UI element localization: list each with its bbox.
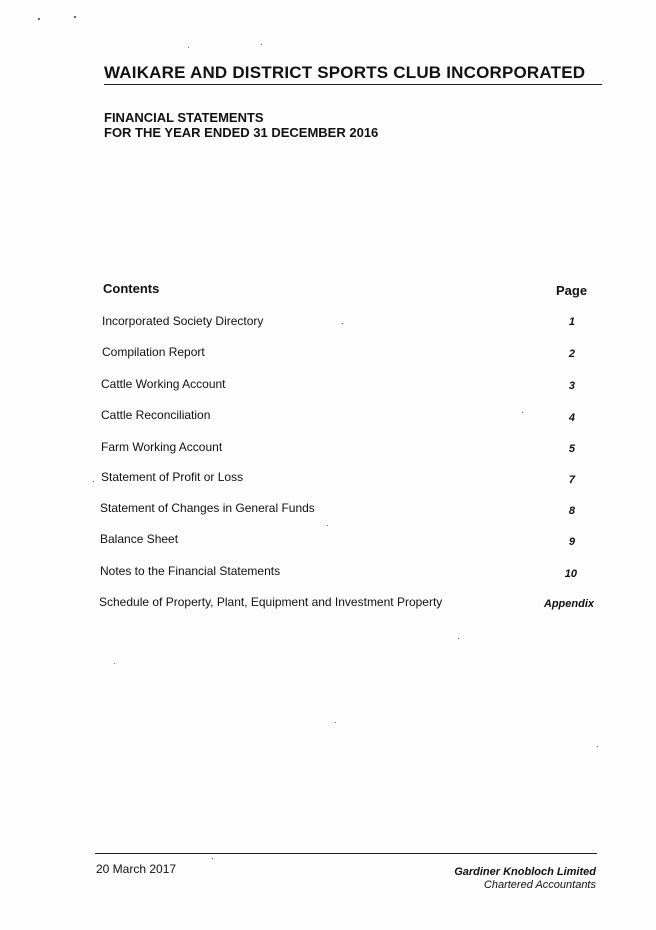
statement-title: FINANCIAL STATEMENTS	[104, 110, 264, 125]
scan-speck	[522, 412, 523, 413]
contents-item[interactable]	[0, 314, 656, 330]
scan-speck	[38, 18, 40, 20]
contents-item-label: Cattle Reconciliation	[101, 408, 211, 422]
scan-speck	[93, 481, 94, 482]
contents-item-label: Statement of Changes in General Funds	[100, 501, 315, 515]
footer-rule	[95, 853, 597, 854]
scan-speck	[114, 663, 115, 664]
contents-item-label: Incorporated Society Directory	[102, 314, 264, 328]
title-underline	[104, 84, 602, 85]
contents-item-page: 4	[568, 412, 575, 424]
scan-speck	[188, 47, 189, 48]
scan-speck	[458, 638, 459, 639]
contents-item-page: 1	[568, 316, 575, 328]
footer-date: 20 March 2017	[96, 862, 177, 876]
contents-item-label: Statement of Profit or Loss	[101, 470, 244, 484]
contents-item-page: 10	[564, 568, 577, 580]
contents-item-label: Notes to the Financial Statements	[100, 564, 281, 578]
footer-firm-name: Gardiner Knobloch Limited	[454, 866, 596, 878]
contents-item[interactable]	[0, 595, 656, 611]
contents-item[interactable]	[0, 345, 656, 361]
scan-speck	[342, 323, 343, 324]
scan-speck	[261, 44, 262, 45]
contents-item-page: 3	[568, 380, 575, 392]
contents-item[interactable]	[0, 564, 656, 580]
contents-item-page: Appendix	[543, 598, 594, 610]
contents-item-label: Schedule of Property, Plant, Equipment and Investment Property	[99, 595, 443, 609]
contents-item-page: 7	[568, 474, 575, 486]
footer-firm-role: Chartered Accountants	[483, 879, 596, 891]
contents-item-page: 2	[568, 348, 575, 360]
scan-speck	[335, 722, 336, 723]
contents-item[interactable]	[0, 440, 656, 456]
contents-item-label: Balance Sheet	[100, 532, 179, 546]
contents-item-page: 8	[568, 505, 575, 517]
organisation-title: WAIKARE AND DISTRICT SPORTS CLUB INCORPORATED	[104, 63, 586, 82]
scan-speck	[212, 858, 213, 859]
scan-speck	[597, 746, 598, 747]
contents-item-page: 5	[568, 443, 575, 455]
scan-speck	[74, 16, 76, 18]
contents-heading: Contents	[103, 281, 160, 296]
contents-item[interactable]	[0, 501, 656, 517]
contents-item-label: Compilation Report	[102, 345, 205, 359]
contents-item[interactable]	[0, 470, 656, 486]
contents-item-label: Farm Working Account	[101, 440, 223, 454]
contents-item[interactable]	[0, 377, 656, 393]
scan-speck	[327, 525, 328, 526]
contents-item-label: Cattle Working Account	[101, 377, 226, 391]
statement-period: FOR THE YEAR ENDED 31 DECEMBER 2016	[104, 125, 379, 140]
page-column-heading: Page	[556, 283, 588, 298]
contents-item[interactable]	[0, 532, 656, 548]
contents-item[interactable]	[0, 408, 656, 424]
contents-item-page: 9	[568, 536, 575, 548]
